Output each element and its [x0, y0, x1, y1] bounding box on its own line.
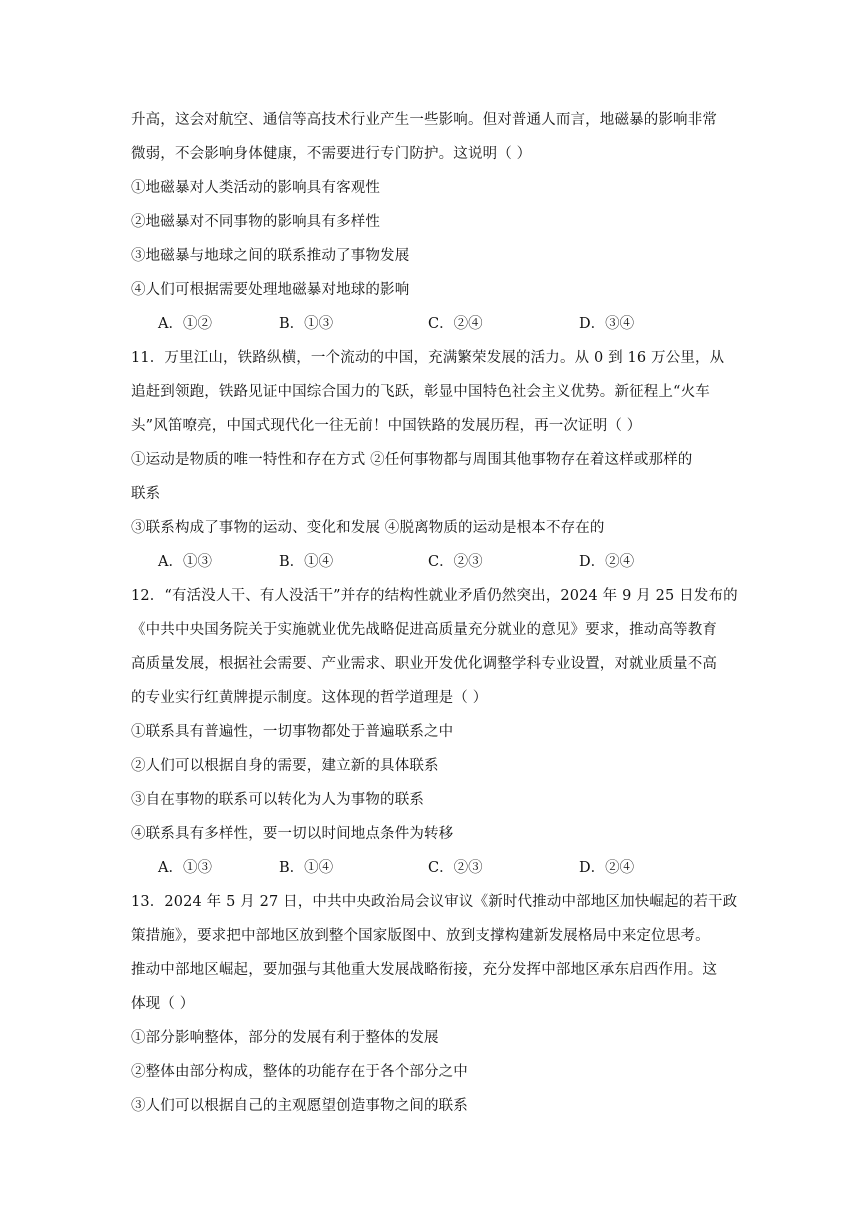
q13-stem-line-1: 13．2024 年 5 月 27 日，中共中央政治局会议审议《新时代推动中部地区加快崛起的若干政 [131, 894, 738, 910]
q11-stem-line-1: 11．万里江山，铁路纵横，一个流动的中国，充满繁荣发展的活力。从 0 到 16 万公里，从 [131, 350, 725, 366]
q11-options [158, 552, 718, 572]
q10-options [158, 314, 718, 334]
q10-option-c[interactable]: C．②④ [428, 316, 483, 332]
q11-statement-line-3: ③联系构成了事物的运动、变化和发展 ④脱离物质的运动是根本不存在的 [131, 520, 605, 536]
q11-option-d[interactable]: D．②④ [579, 554, 635, 570]
q10-statement-4: ④人们可根据需要处理地磁暴对地球的影响 [131, 282, 410, 298]
q12-stem-line-4: 的专业实行红黄牌提示制度。这体现的哲学道理是（ ） [131, 690, 488, 706]
q11-stem-line-2: 追赶到领跑，铁路见证中国综合国力的飞跃，彰显中国特色社会主义优势。新征程上“火车 [131, 384, 710, 400]
q13-statement-3: ③人们可以根据自己的主观愿望创造事物之间的联系 [131, 1098, 468, 1114]
q13-statement-1: ①部分影响整体，部分的发展有利于整体的发展 [131, 1030, 439, 1046]
q13-statement-2: ②整体由部分构成，整体的功能存在于各个部分之中 [131, 1064, 468, 1080]
q12-option-a[interactable]: A．①③ [158, 860, 212, 876]
q10-stem-line-1: 升高，这会对航空、通信等高技术行业产生一些影响。但对普通人而言，地磁暴的影响非常 [131, 112, 717, 128]
q12-statement-4: ④联系具有多样性，要一切以时间地点条件为转移 [131, 826, 454, 842]
q11-option-b[interactable]: B．①④ [279, 554, 334, 570]
q12-statement-3: ③自在事物的联系可以转化为人为事物的联系 [131, 792, 424, 808]
q12-option-b[interactable]: B．①④ [279, 860, 334, 876]
q10-stem-line-2: 微弱，不会影响身体健康，不需要进行专门防护。这说明（ ） [131, 146, 532, 162]
q12-statement-2: ②人们可以根据自身的需要，建立新的具体联系 [131, 758, 439, 774]
q12-stem-line-2: 《中共中央国务院关于实施就业优先战略促进高质量充分就业的意见》要求，推动高等教育 [131, 622, 717, 638]
q12-options [158, 858, 718, 878]
q10-option-a[interactable]: A．①② [158, 316, 212, 332]
q11-statement-line-2: 联系 [131, 486, 161, 502]
q10-statement-1: ①地磁暴对人类活动的影响具有客观性 [131, 180, 381, 196]
q12-stem-line-1: 12．“有活没人干、有人没活干”并存的结构性就业矛盾仍然突出，2024 年 9 月 25 日发布的 [131, 588, 738, 604]
q12-option-c[interactable]: C．②③ [428, 860, 483, 876]
q11-statement-line-1: ①运动是物质的唯一特性和存在方式 ②任何事物都与周围其他事物存在着这样或那样的 [131, 452, 693, 468]
q10-option-d[interactable]: D．③④ [579, 316, 635, 332]
q10-option-b[interactable]: B．①③ [279, 316, 334, 332]
q12-statement-1: ①联系具有普遍性，一切事物都处于普遍联系之中 [131, 724, 454, 740]
q11-option-c[interactable]: C．②③ [428, 554, 483, 570]
q10-statement-2: ②地磁暴对不同事物的影响具有多样性 [131, 214, 381, 230]
q11-option-a[interactable]: A．①③ [158, 554, 212, 570]
q13-stem-line-4: 体现（ ） [131, 996, 195, 1012]
q12-stem-line-3: 高质量发展，根据社会需要、产业需求、职业开发优化调整学科专业设置，对就业质量不高 [131, 656, 717, 672]
q10-statement-3: ③地磁暴与地球之间的联系推动了事物发展 [131, 248, 410, 264]
q11-stem-line-3: 头”风笛嘹亮，中国式现代化一往无前！中国铁路的发展历程，再一次证明（ ） [131, 418, 642, 434]
q13-stem-line-2: 策措施》，要求把中部地区放到整个国家版图中、放到支撑构建新发展格局中来定位思考。 [131, 928, 710, 944]
q12-option-d[interactable]: D．②④ [579, 860, 635, 876]
q13-stem-line-3: 推动中部地区崛起，要加强与其他重大发展战略衔接，充分发挥中部地区承东启西作用。这 [131, 962, 717, 978]
